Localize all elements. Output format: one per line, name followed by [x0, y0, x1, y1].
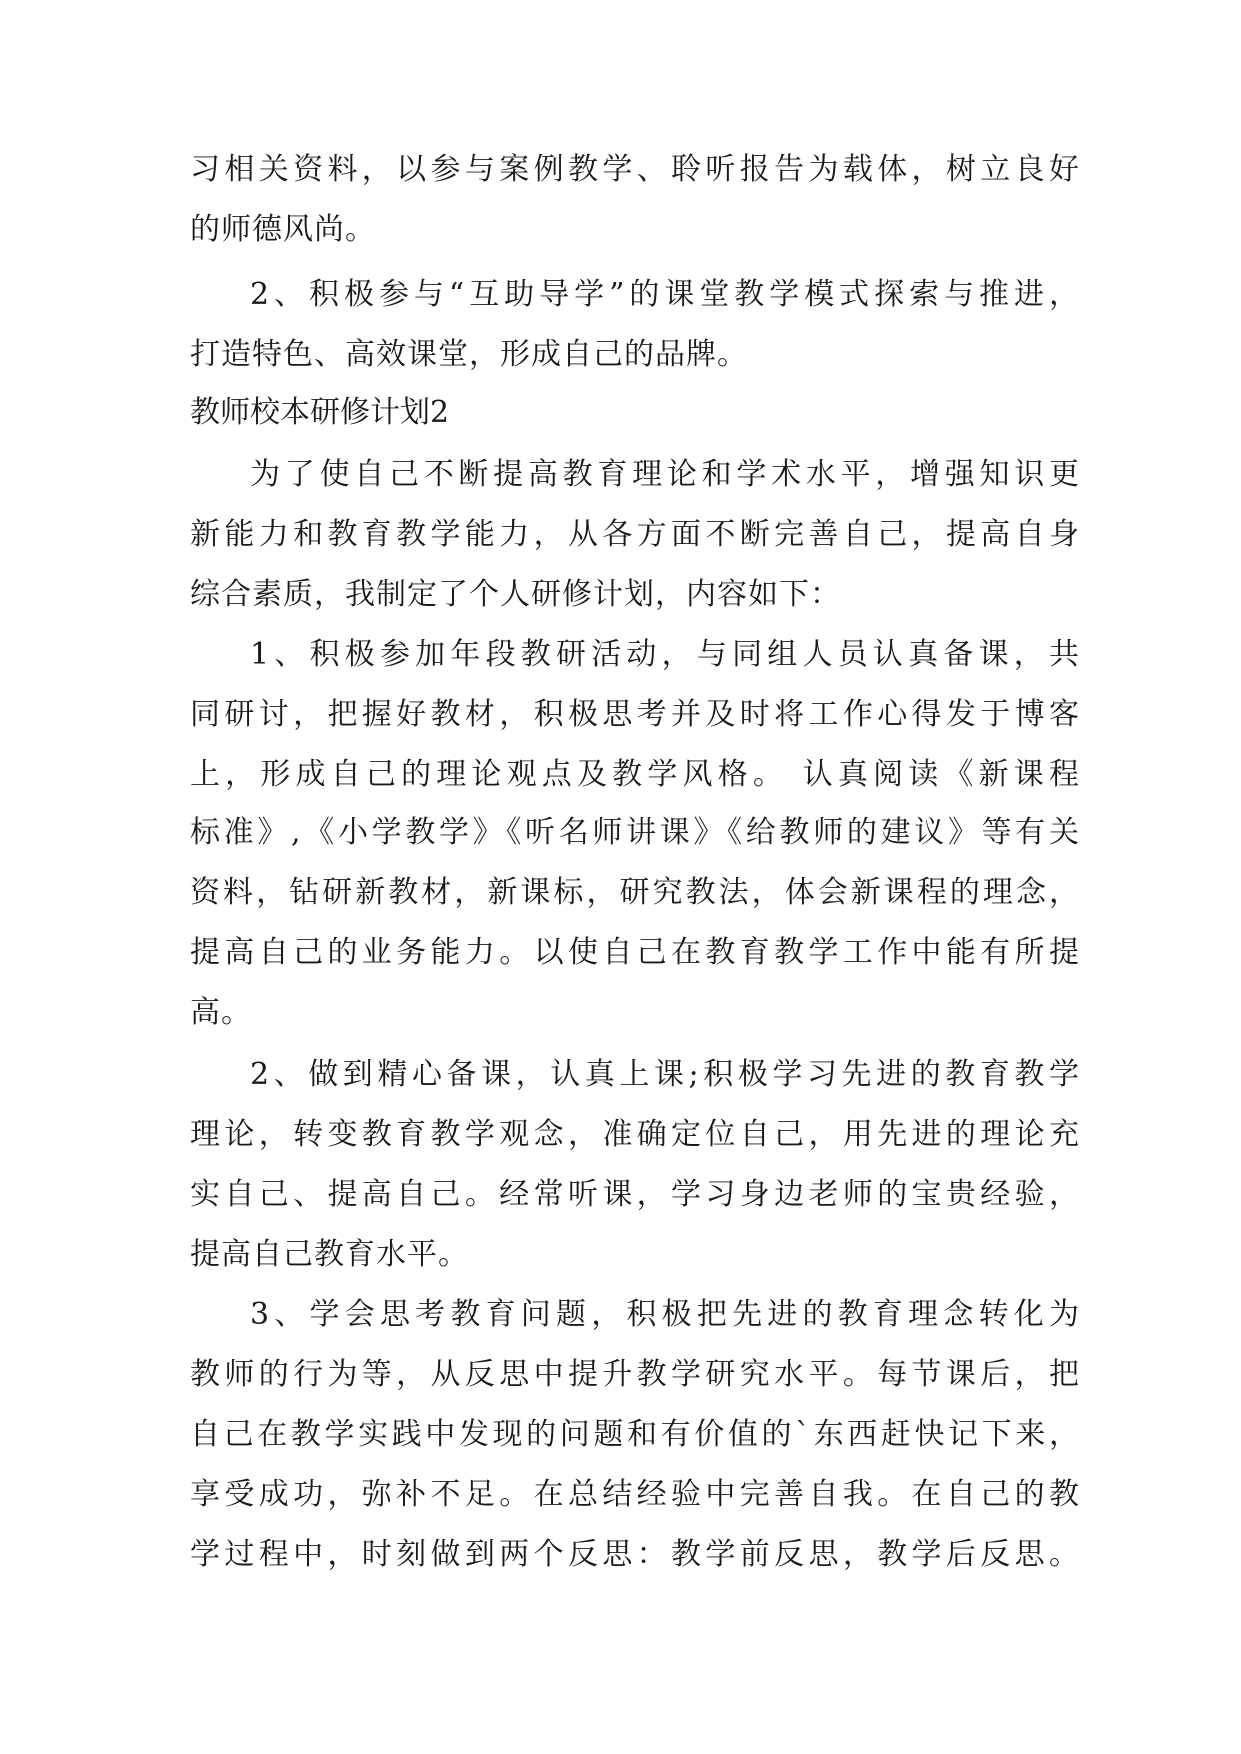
- text-line: 综合素质，我制定了个人研修计划，内容如下：: [190, 577, 841, 612]
- text-line: 上，形成自己的理论观点及教学风格。 认真阅读《新课程: [190, 757, 1080, 792]
- text-line: 2、积极参与“互助导学”的课堂教学模式探索与推进，: [250, 277, 1080, 312]
- text-line: 资料，钻研新教材，新课标，研究教法，体会新课程的理念，: [190, 875, 1080, 910]
- text-line: 教师的行为等，从反思中提升教学研究水平。每节课后，把: [190, 1357, 1080, 1392]
- text-line: 的师德风尚。: [190, 212, 376, 247]
- section-heading: 教师校本研修计划2: [190, 395, 450, 430]
- text-line: 提高自己的业务能力。以使自己在教育教学工作中能有所提: [190, 935, 1080, 970]
- text-line: 为了使自己不断提高教育理论和学术水平，增强知识更: [250, 457, 1080, 492]
- text-line: 2、做到精心备课，认真上课;积极学习先进的教育教学: [250, 1057, 1080, 1092]
- text-line: 理论，转变教育教学观念，准确定位自己，用先进的理论充: [190, 1117, 1080, 1152]
- text-line: 学过程中，时刻做到两个反思：教学前反思，教学后反思。: [190, 1537, 1080, 1572]
- text-line: 享受成功，弥补不足。在总结经验中完善自我。在自己的教: [190, 1477, 1080, 1512]
- text-line: 标准》,《小学教学》《听名师讲课》《给教师的建议》等有关: [190, 815, 1080, 850]
- text-line: 提高自己教育水平。: [190, 1237, 469, 1272]
- text-line: 新能力和教育教学能力，从各方面不断完善自己，提高自身: [190, 517, 1080, 552]
- text-line: 同研讨，把握好教材，积极思考并及时将工作心得发于博客: [190, 697, 1080, 732]
- text-line: 自己在教学实践中发现的问题和有价值的`东西赶快记下来，: [190, 1417, 1080, 1452]
- text-line: 3、学会思考教育问题，积极把先进的教育理念转化为: [250, 1297, 1080, 1332]
- text-line: 高。: [190, 995, 252, 1030]
- text-line: 打造特色、高效课堂，形成自己的品牌。: [190, 337, 748, 372]
- text-line: 实自己、提高自己。经常听课，学习身边老师的宝贵经验，: [190, 1177, 1080, 1212]
- text-line: 1、积极参加年段教研活动，与同组人员认真备课，共: [250, 637, 1080, 672]
- text-line: 习相关资料，以参与案例教学、聆听报告为载体，树立良好: [190, 152, 1080, 187]
